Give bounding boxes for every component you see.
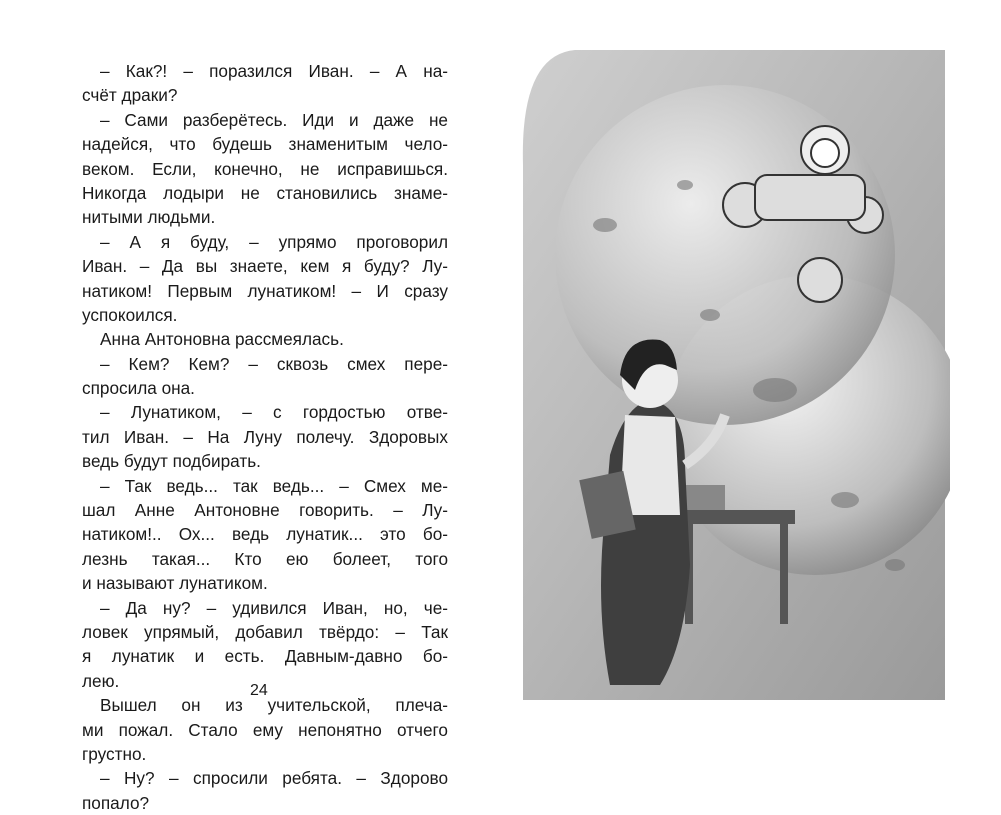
text-line: – Сами разберётесь. Иди и даже не (100, 109, 448, 130)
page-text (82, 59, 448, 815)
text-line: ми пожал. Стало ему непонятно отчего (82, 719, 448, 740)
text-line: нитыми людьми. (82, 207, 216, 228)
text-line: Анна Антоновна рассмеялась. (100, 329, 344, 350)
text-line: лезнь такая... Кто ею болеет, того (82, 548, 448, 569)
text-line: веком. Если, конечно, не исправишься. (82, 158, 448, 179)
text-line: натиком!.. Ох... ведь лунатик... это бо- (82, 524, 448, 545)
text-line: Иван. – Да вы знаете, кем я буду? Лу- (82, 256, 448, 277)
text-line: счёт драки? (82, 85, 178, 106)
text-line: – А я буду, – упрямо проговорил (100, 231, 448, 252)
text-line: попало? (82, 792, 150, 813)
text-line: успокоился. (82, 304, 178, 325)
text-line: – Как?! – поразился Иван. – А на- (100, 61, 448, 81)
text-line: шал Анне Антоновне говорить. – Лу- (82, 500, 448, 521)
text-line: лею. (82, 670, 120, 691)
text-line: грустно. (82, 743, 147, 764)
text-line: Никогда лодыри не становились знаме- (82, 182, 448, 203)
text-line: – Так ведь... так ведь... – Смех ме- (100, 475, 448, 496)
text-line: – Да ну? – удивился Иван, но, че- (100, 597, 448, 618)
text-line: тил Иван. – На Луну полечу. Здоровых (82, 426, 448, 447)
text-line: – Кем? Кем? – сквозь смех пере- (100, 353, 448, 374)
text-line: – Лунатиком, – с гордостью отве- (100, 402, 448, 423)
page-number: 24 (250, 682, 268, 699)
text-line: Вышел он из учительской, плеча- (100, 695, 448, 716)
text-line: ведь будут подбирать. (82, 451, 261, 472)
text-line: натиком! Первым лунатиком! – И сразу (82, 280, 448, 301)
text-line: ловек упрямый, добавил твёрдо: – Так (82, 621, 448, 642)
text-line: – Ну? – спросили ребята. – Здорово (100, 768, 448, 789)
illustration-teacher-and-moon (515, 45, 950, 705)
text-line: спросила она. (82, 378, 195, 399)
text-line: и называют лунатиком. (82, 573, 268, 594)
text-line: я лунатик и есть. Давным-давно бо- (82, 646, 448, 667)
text-line: надейся, что будешь знаменитым чело- (82, 134, 448, 155)
